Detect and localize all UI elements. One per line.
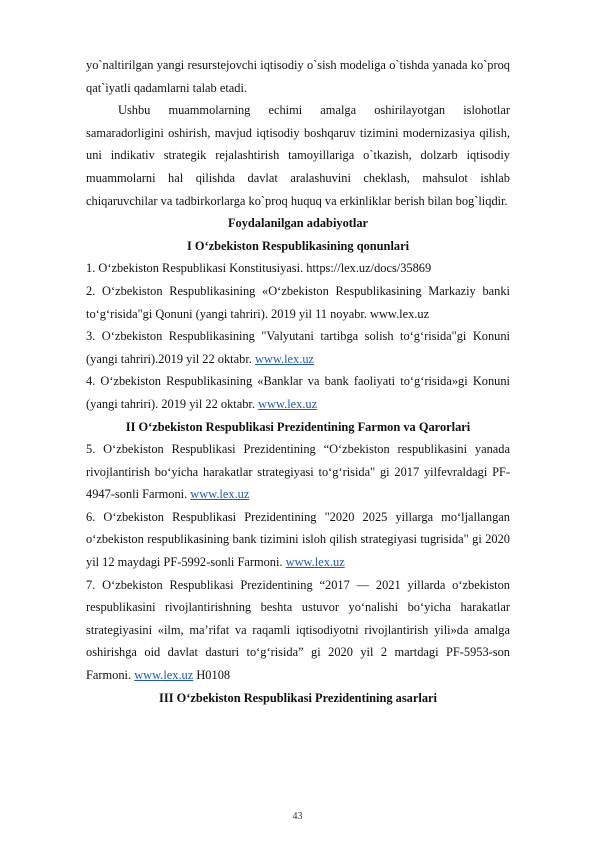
- reference-link[interactable]: www.lex.uz: [190, 487, 250, 502]
- reference-link[interactable]: www.lex.uz: [258, 396, 318, 411]
- page-content: [86, 54, 510, 709]
- reference-link[interactable]: www.lex.uz: [134, 668, 194, 683]
- reference-text: 4. O‘zbekiston Respublikasining «Banklar va bank faoliyati to‘g‘risida»gi Konuni (yangi tahriri). 2019 yil 22 oktabr.: [86, 374, 510, 411]
- section-heading-laws: I O‘zbekiston Respublikasining qonunlari: [186, 238, 410, 253]
- reference-text: 3. O‘zbekiston Respublikasining "Valyutani tartibga solish to‘g‘risida"gi Konuni (yangi tahriri).2019 yil 22 oktabr.: [86, 329, 510, 366]
- intro-paragraph-continuation: yo`naltirilgan yangi resurstejovchi iqtisodiy o`sish modeliga o`tishda yanada ko`proq qat`iyatli qadamlarni talab etadi.: [86, 58, 510, 95]
- section-heading-works: III O‘zbekiston Respublikasi Prezidentining asarlari: [159, 690, 437, 705]
- reference-item-5: [86, 438, 510, 506]
- references-heading: Foydalanilgan adabiyotlar: [227, 216, 369, 231]
- reference-item-7: [86, 574, 510, 687]
- reference-text: 1. O‘zbekiston Respublikasi Konstitusiyasi. https://lex.uz/docs/35869: [86, 261, 432, 276]
- reference-item-2: [86, 280, 510, 325]
- intro-paragraph-solutions: Ushbu muammolarning echimi amalga oshirilayotgan islohotlar samaradorligini oshirish, mavjud iqtisodiy boshqaruv tizimini modernizasiya qilish, uni indikativ strategik rejalashtirish tamoyillariga o`tkazish, dolzarb iqtisodiy muammolarni hal qilishda davlat aralashuvini cheklash, mahsulot ishlab chiqaruvchilar va tadbirkorlarga ko`proq huquq va erkinliklar berish bilan bog`liqdir.: [86, 103, 510, 208]
- page-number: 43: [292, 811, 303, 822]
- reference-item-1: [86, 257, 510, 280]
- reference-link[interactable]: www.lex.uz: [285, 555, 345, 570]
- reference-item-3: [86, 325, 510, 370]
- reference-text: 7. O‘zbekiston Respublikasi Prezidentining “2017 — 2021 yillarda o‘zbekiston respublikasini rivojlantirishning beshta ustuvor yo‘nalishi bo‘yicha harakatlar strategiyasini «ilm, ma’rifat va raqamli iqtisodiyotni rivojlantirish yili»da amalga oshirishga oid davlat dasturi to‘g‘risida” gi 2020 yil 2 martdagi PF-5953-son Farmoni.: [86, 577, 510, 683]
- reference-item-6: [86, 506, 510, 574]
- reference-suffix: H0108: [193, 668, 231, 683]
- reference-text: 6. O‘zbekiston Respublikasi Prezidentining "2020 2025 yillarga mo‘ljallangan o‘zbekiston respublikasining bank tizimini isloh qilish strategiyasi tugrisida" gi 2020 yil 12 maydagi PF-5992-sonli Farmoni.: [86, 509, 510, 570]
- reference-text: 2. O‘zbekiston Respublikasining «O‘zbekiston Respublikasining Markaziy banki to‘g‘risida"gi Qonuni (yangi tahriri). 2019 yil 11 noyabr. www.lex.uz: [86, 283, 510, 321]
- reference-item-4: [86, 370, 510, 415]
- reference-text: 5. O‘zbekiston Respublikasi Prezidentining “O‘zbekiston respublikasini yanada rivojlantirish bo‘yicha harakatlar strategiyasi to‘g‘risida" gi 2017 yilfevraldagi PF-4947-sonli Farmoni.: [86, 442, 510, 502]
- section-heading-decrees: II O‘zbekiston Respublikasi Prezidentining Farmon va Qarorlari: [125, 419, 471, 434]
- reference-link[interactable]: www.lex.uz: [254, 351, 315, 366]
